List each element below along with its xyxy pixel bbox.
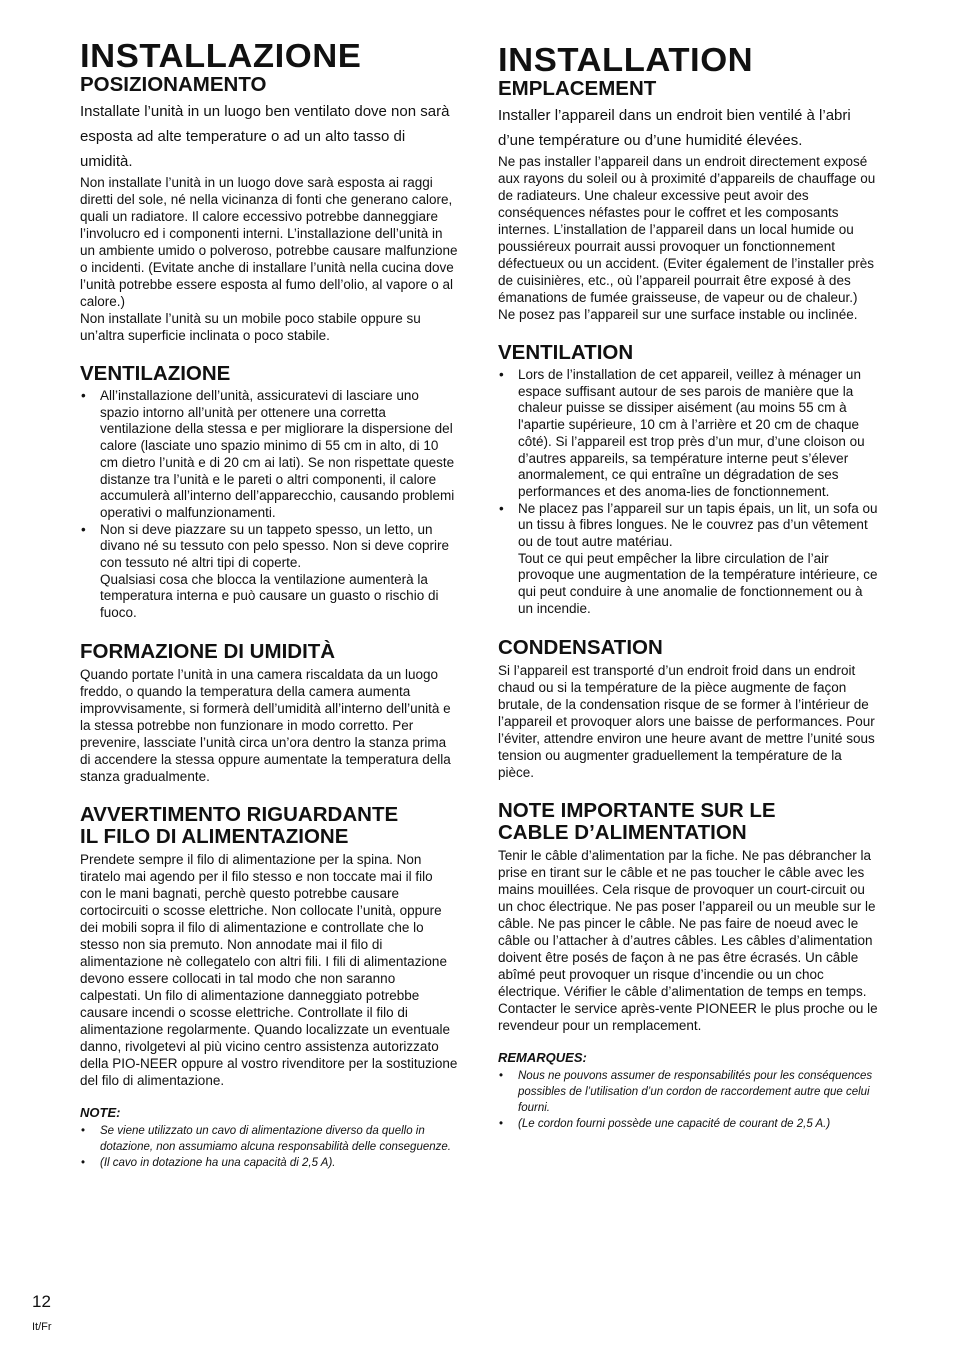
list-item: • Se viene utilizzato un cavo di alimentazione diverso da quello in dotazione, non assumiamo alcuna responsabilità delle conseguenze. bbox=[80, 1123, 458, 1155]
heading-posizionamento: POSIZIONAMENTO bbox=[80, 73, 267, 96]
heading-cable-line2: CABLE D’ALIMENTATION bbox=[498, 820, 747, 844]
italian-column bbox=[80, 38, 458, 1171]
heading-umidita: FORMAZIONE DI UMIDITÀ bbox=[80, 639, 336, 663]
intro-posizionamento: Installate l’unità in un luogo ben ventilato dove non sarà esposta ad alte temperature o ad un alto tasso di umidità. bbox=[80, 103, 450, 170]
section-filo bbox=[80, 804, 458, 1089]
paragraph-posizionamento-2: Non installate l’unità su un mobile poco stabile oppure su un’altra superficie inclinata o poco stabile. bbox=[80, 311, 421, 343]
list-item: • Nous ne pouvons assumer de responsabilités pour les conséquences possibles de l’utilisation d’un cordon de raccordement autre que celui fourni. bbox=[498, 1068, 878, 1116]
heading-condensation: CONDENSATION bbox=[498, 635, 663, 659]
list-item: • Lors de l’installation de cet appareil, veillez à ménager un espace suffisant autour de ses parois de manière que la chaleur puisse se dissiper aisément (au moins 55 cm à l'apartie supérieure, 10 cm à l’arrière et 20 cm de chaque côté). Si l’appareil est trop près d’un mur, d’une cloison ou d’autres appareils, sa température interne peut s’élever anormalement, ce qui entraîne un dégradation de ses performances et des anoma-lies de fonctionnement. bbox=[498, 367, 878, 501]
note-title-it: NOTE: bbox=[80, 1104, 121, 1120]
paragraph-cable: Tenir le câble d’alimentation par la fiche. Ne pas débrancher la prise en tirant sur le câble et ne pas toucher le câble avec les mains mouillées. Cela risque de provoquer un court-circuit ou un choc électrique. Ne pas poser l’appareil ou un meuble sur le câble. Ne pas pincer le câble. Ne pas faire de noeud avec le câble ou l’attacher à d’autres câbles. Les câbles d’alimentation doivent être posés de façon à ne pas être écrasés. Un câble abîmé peut provoquer un risque d’incendie ou un choc électrique. Vérifier le câble d’alimentation de temps en temps. Contacter le service après-vente PIONEER le plus proche ou le revendeur pour un remplacement. bbox=[498, 847, 878, 1033]
note-title-fr: REMARQUES: bbox=[498, 1049, 587, 1065]
paragraph-emplacement-2: Ne posez pas l’appareil sur une surface instable ou inclinée. bbox=[498, 307, 858, 322]
intro-emplacement: Installer l’appareil dans un endroit bien ventilé à l’abri d’une température ou d’une humidité élevées. bbox=[498, 107, 851, 149]
paragraph-posizionamento-1: Non installate l’unità in un luogo dove sarà esposta ai raggi diretti del sole, né nella vicinanza di fonti che generano calore, quali un radiatore. Il calore eccessivo potrebbe danneggiare l’involucro ed i componenti interni. L’installazione dell’unità in un ambiente umido o polveroso, potrebbe causare malfunzione o incidenti. (Evitate anche di installare l’unità nella cucina dove l’unità potrebbe essere esposta al fumo dell’olio, al vapore o al calore.) bbox=[80, 175, 458, 309]
heading-ventilation: VENTILATION bbox=[498, 341, 634, 364]
language-code: It/Fr bbox=[32, 1321, 52, 1333]
list-item bbox=[498, 501, 878, 618]
list-item-text: Tout ce qui peut empêcher la libre circulation de l’air provoque une augmentation de la température intérieure, ce qui peut conduire à une anomalie de fonctionnement ou à un incendie. bbox=[518, 550, 878, 616]
heading-ventilazione: VENTILAZIONE bbox=[80, 362, 231, 385]
bullet-list-ventilation bbox=[498, 367, 878, 618]
heading-filo-line2: IL FILO DI ALIMENTAZIONE bbox=[80, 824, 349, 848]
section-posizionamento bbox=[80, 74, 458, 344]
section-ventilation bbox=[498, 342, 878, 618]
list-item-text: • Non si deve piazzare su un tappeto spesso, un letto, un divano né su tessuto con pelo spesso. Non si deve coprire con tessuto né altri tipi di coperte. bbox=[100, 521, 449, 571]
list-item bbox=[80, 522, 458, 622]
list-item: • (Le cordon fourni possède une capacité de courant de 2,5 A.) bbox=[498, 1116, 878, 1132]
heading-filo-line1: AVVERTIMENTO RIGUARDANTE bbox=[80, 802, 399, 826]
page-title-fr: INSTALLATION bbox=[498, 41, 754, 78]
paragraph-emplacement-1: Ne pas installer l’appareil dans un endroit directement exposé aux rayons du soleil ou à proximité d’appareils de chauffage ou de radiateurs. Une chaleur excessive peut avoir des conséquences néfastes pour le coffret et les composants internes. L’installation de l’appareil dans un local humide ou poussiéreux pourrait aussi provoquer un fonctionnement défectueux ou un accident. (Eviter également de l’installer près de cuisinières, etc., où l’appareil pourrait être exposé à des émanations de fumée graisseuse, de vapeur ou de chaleur.) bbox=[498, 154, 876, 305]
note-box-it bbox=[80, 1105, 458, 1171]
note-box-fr bbox=[498, 1050, 878, 1132]
section-cable bbox=[498, 800, 878, 1034]
heading-cable-line1: NOTE IMPORTANTE SUR LE bbox=[498, 798, 776, 822]
list-item: • (Il cavo in dotazione ha una capacità di 2,5 A). bbox=[80, 1155, 458, 1171]
list-item: • All’installazione dell’unità, assicuratevi di lasciare uno spazio intorno all’unità per ottenere una corretta ventilazione della stessa e per migliorare la dispersione del calore (lasciate uno spazio minimo di 55 cm in alto, di 10 cm dietro l’unità e di 20 cm ai lati). Se non rispettate queste distanze tra l’unità e le pareti o altri componenti, il calore accumulerà all’interno dell’apparecchio, causando problemi operativi o malfunzionamenti. bbox=[80, 388, 458, 522]
list-item-text: Qualsiasi cosa che blocca la ventilazione aumenterà la temperatura interna e può causare un guasto o rischio di fuoco. bbox=[100, 571, 439, 621]
page-number: 12 bbox=[32, 1292, 51, 1311]
page-title-it: INSTALLAZIONE bbox=[80, 37, 362, 74]
heading-emplacement: EMPLACEMENT bbox=[498, 77, 657, 100]
section-ventilazione bbox=[80, 363, 458, 622]
paragraph-condensation: Si l’appareil est transporté d’un endroit froid dans un endroit chaud ou si la température de la pièce augmente de façon brutale, de la condensation risque de se former à l’intérieur de l’appareil et provoquer alors une baisse de performances. Pour l’éviter, attendre environ une heure avant de mettre l’unité sous tension ou augmenter graduellement la température de la pièce. bbox=[498, 662, 875, 780]
list-item-text: • Ne placez pas l’appareil sur un tapis épais, un lit, un sofa ou un tissu à fibres longues. Ne le couvrez pas d’un vêtement ou de tout autre matériau. bbox=[518, 500, 878, 550]
section-umidita bbox=[80, 641, 458, 785]
section-condensation bbox=[498, 637, 878, 781]
note-list-it bbox=[80, 1123, 458, 1171]
paragraph-filo: Prendete sempre il filo di alimentazione per la spina. Non tiratelo mai agendo per il filo stesso e non toccate mai il filo con le mani bagnati, perchè questo potrebbe causare cortocircuiti o scosse elettriche. Non collocate l’unità, oppure dei mobili sopra il filo di alimentazione e controllate che lo stesso non sia premuto. Non annodate mai il filo di alimentazione nè collegatelo con altri fili. I fili di alimentazione devono essere collocati in tal modo che non saranno calpestati. Un filo di alimentazione danneggiato potrebbe causare incendi o scosse elettriche. Controllate il filo di alimentazione regolarmente. Quando localizzate un eventuale danno, rivolgetevi al più vicino centro assistenza autorizzato della PIO-NEER oppure al vostro rivenditore per la sostituzione del filo di alimentazione. bbox=[80, 851, 458, 1088]
french-column bbox=[498, 42, 878, 1132]
note-list-fr bbox=[498, 1068, 878, 1132]
heading-cable bbox=[498, 800, 878, 844]
bullet-list-ventilazione bbox=[80, 388, 458, 622]
section-emplacement bbox=[498, 78, 878, 323]
heading-filo bbox=[80, 804, 458, 848]
paragraph-umidita: Quando portate l’unità in una camera riscaldata da un luogo freddo, o quando la temperatura della camera aumenta improvvisamente, si formerà dell’umidità all’interno dell’unità e la stessa potrebbe non funzionare in modo corretto. Per prevenire, lassciate l’unità circa un’ora dentro la stanza prima di accendere la stessa oppure aumentate la temperatura della stanza gradualmente. bbox=[80, 666, 451, 784]
